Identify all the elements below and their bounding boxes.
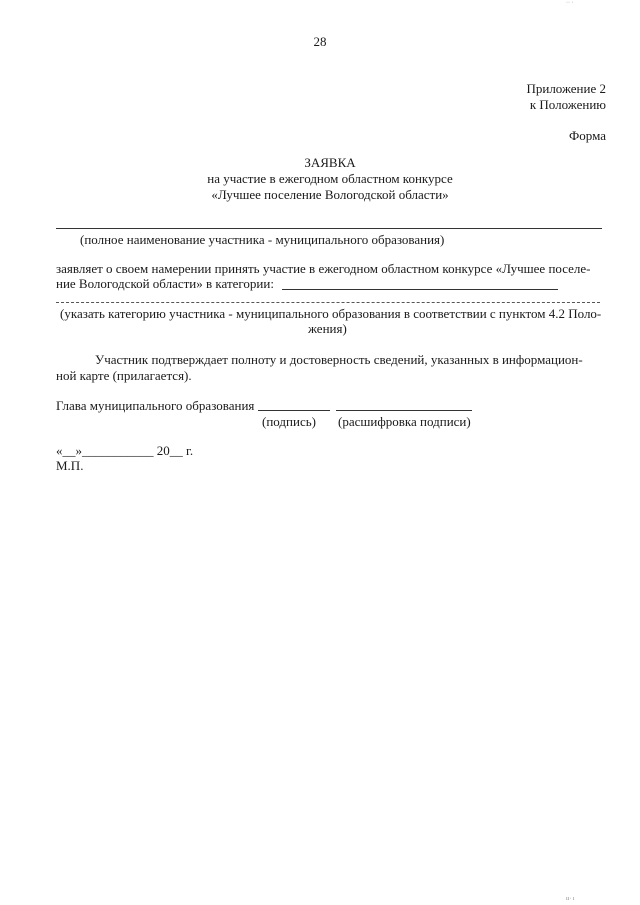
appendix-line-1: Приложение 2	[526, 81, 606, 96]
participant-name-field[interactable]	[56, 228, 602, 229]
scan-artifact: ·· ·	[566, 0, 574, 6]
confirmation-line-2: ной карте (прилагается).	[56, 368, 192, 383]
date-line[interactable]: «__»___________ 20__ г.	[56, 443, 194, 458]
signature-label: Глава муниципального образования	[56, 398, 255, 413]
signature-decode-field[interactable]	[336, 410, 472, 411]
participant-caption: (полное наименование участника - муниципального образования)	[80, 232, 445, 247]
category-field[interactable]	[282, 289, 558, 290]
stamp-label: М.П.	[56, 458, 84, 473]
form-label: Форма	[569, 128, 606, 143]
statement-line-2: ние Вологодской области» в категории:	[56, 276, 274, 291]
category-caption-line-1: (указать категорию участника - муниципального образования в соответствии с пунктом 4.2 Поло-	[60, 306, 602, 321]
heading-line-2: на участие в ежегодном областном конкурсе	[207, 171, 453, 186]
document-title: ЗАЯВКА	[304, 155, 356, 170]
confirmation-line-1: Участник подтверждает полноту и достоверность сведений, указанных в информацион-	[95, 352, 583, 367]
appendix-line-2: к Положению	[529, 97, 606, 112]
scan-artifact: ıı· ı	[566, 896, 575, 902]
heading-line-3: «Лучшее поселение Вологодской области»	[211, 187, 449, 202]
signature-field[interactable]	[258, 410, 330, 411]
category-caption-line-2: жения)	[308, 321, 347, 336]
page-number: 28	[313, 34, 327, 49]
signature-caption: (подпись)	[262, 414, 316, 429]
signature-decode-caption: (расшифровка подписи)	[338, 414, 471, 429]
statement-line-1: заявляет о своем намерении принять участие в ежегодном областном конкурсе «Лучшее поселе-	[56, 261, 591, 276]
category-detail-field[interactable]	[56, 302, 600, 303]
